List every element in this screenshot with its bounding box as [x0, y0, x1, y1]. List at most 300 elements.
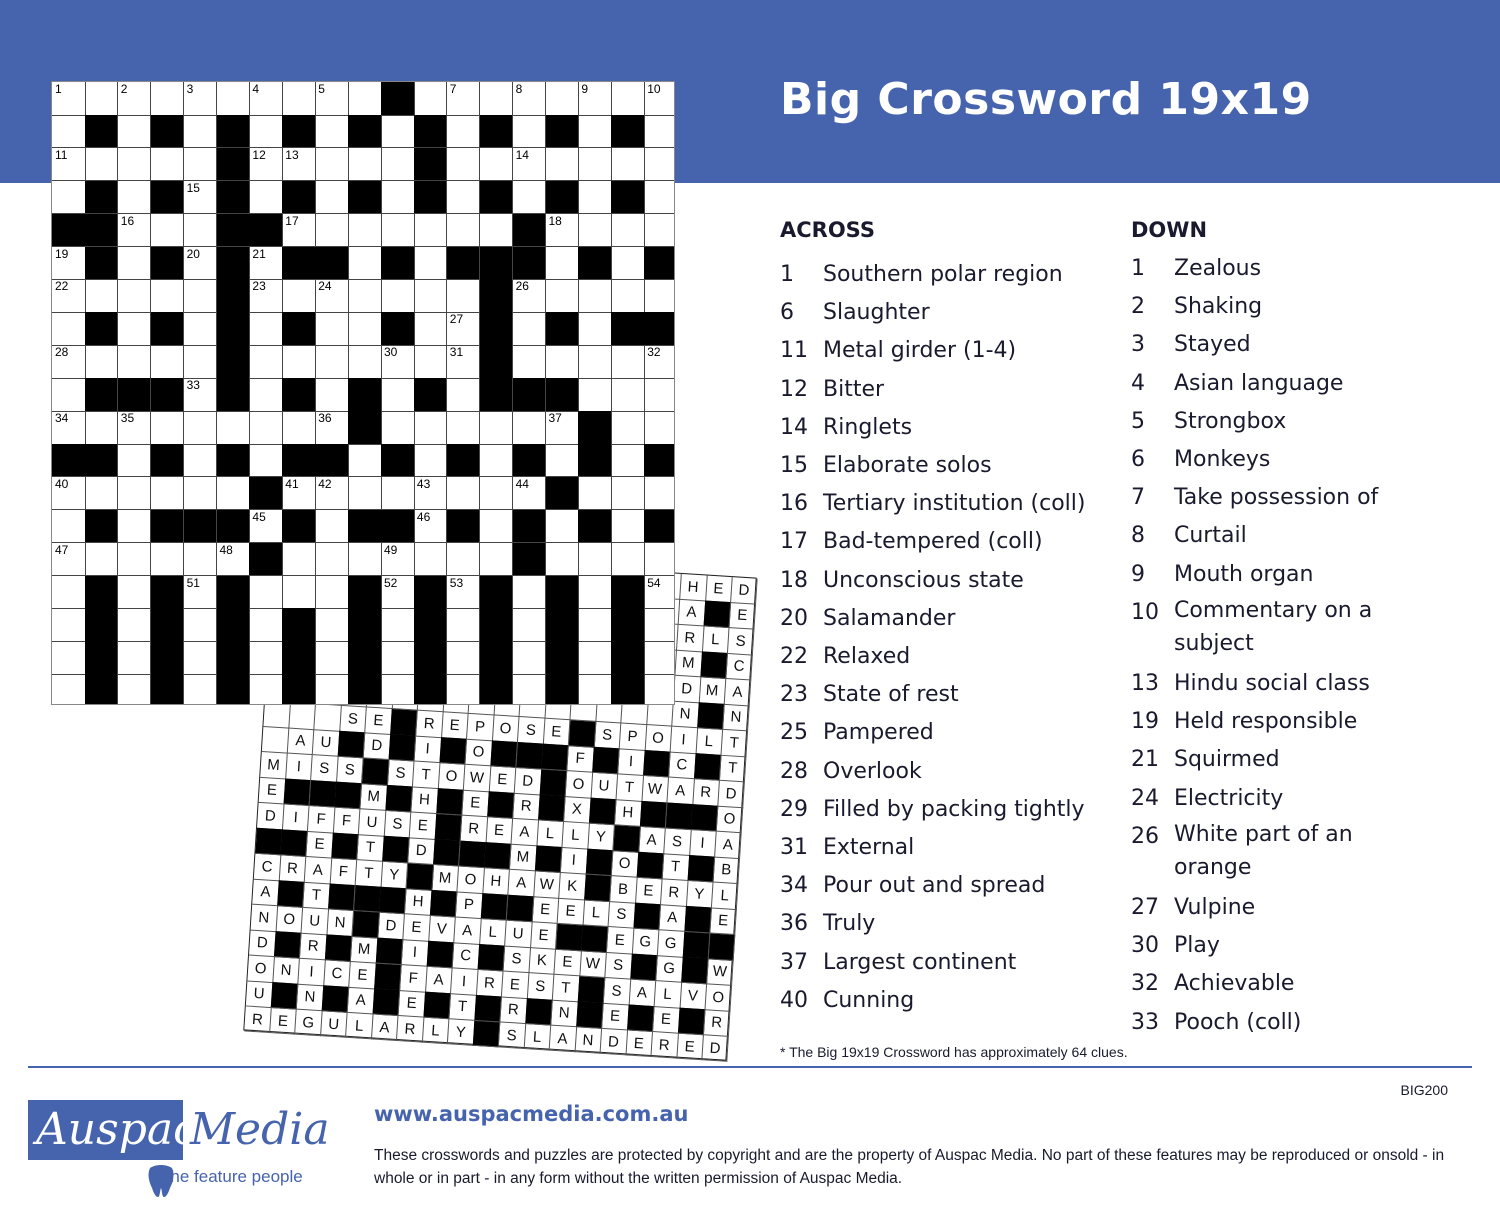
grid-cell[interactable]: [184, 444, 218, 478]
solution-cell: E: [653, 1006, 681, 1034]
grid-cell[interactable]: [184, 148, 218, 182]
grid-cell[interactable]: [217, 477, 251, 511]
cell-number: 2: [120, 82, 128, 96]
grid-cell[interactable]: [249, 674, 283, 704]
grid-cell[interactable]: [348, 312, 382, 346]
cell-number: 45: [252, 509, 266, 524]
solution-cell: G: [657, 930, 685, 958]
grid-cell[interactable]: [315, 345, 349, 379]
grid-cell[interactable]: [315, 82, 349, 116]
black-cell: [611, 674, 645, 704]
grid-cell[interactable]: [85, 82, 119, 116]
grid-cell[interactable]: [315, 543, 349, 577]
clue-number: 14: [780, 414, 808, 440]
grid-cell[interactable]: [611, 148, 645, 182]
grid-cell[interactable]: [644, 82, 674, 116]
grid-cell[interactable]: [85, 543, 119, 577]
grid-cell[interactable]: [578, 214, 612, 248]
grid-cell[interactable]: [249, 411, 283, 445]
grid-cell[interactable]: [480, 411, 514, 445]
grid-cell[interactable]: [447, 608, 481, 642]
black-cell: [85, 378, 119, 412]
grid-cell[interactable]: [282, 214, 316, 248]
clue-text: Filled by packing tightly: [823, 796, 1085, 822]
grid-cell[interactable]: [381, 608, 415, 642]
grid-cell[interactable]: [151, 279, 185, 313]
grid-cell[interactable]: [414, 214, 448, 248]
grid-cell[interactable]: [644, 674, 674, 704]
grid-cell[interactable]: [414, 543, 448, 577]
grid-cell[interactable]: [447, 279, 481, 313]
grid-cell[interactable]: [118, 641, 152, 675]
grid-cell[interactable]: [249, 82, 283, 116]
grid-cell[interactable]: [184, 674, 218, 704]
solution-black-cell: [541, 744, 569, 772]
solution-cell: I: [298, 958, 326, 986]
grid-cell[interactable]: [348, 82, 382, 116]
clue-text: Curtail: [1174, 523, 1247, 549]
solution-cell: D: [257, 803, 285, 831]
black-cell: [480, 345, 514, 379]
grid-cell[interactable]: [578, 674, 612, 704]
grid-cell[interactable]: [348, 247, 382, 281]
grid-cell[interactable]: [85, 279, 119, 313]
grid-cell[interactable]: [118, 608, 152, 642]
grid-cell[interactable]: [381, 345, 415, 379]
clue-text: Take possession of: [1174, 485, 1379, 511]
crossword-grid[interactable]: [52, 82, 674, 704]
grid-cell[interactable]: [184, 312, 218, 346]
grid-cell[interactable]: [315, 411, 349, 445]
grid-cell[interactable]: [578, 378, 612, 412]
grid-cell[interactable]: [414, 411, 448, 445]
grid-cell[interactable]: [546, 148, 580, 182]
grid-cell[interactable]: [644, 345, 674, 379]
grid-cell[interactable]: [611, 214, 645, 248]
grid-cell[interactable]: [348, 543, 382, 577]
grid-cell[interactable]: [414, 345, 448, 379]
grid-cell[interactable]: [480, 543, 514, 577]
black-cell: [217, 279, 251, 313]
grid-cell[interactable]: [447, 641, 481, 675]
grid-cell[interactable]: [414, 82, 448, 116]
black-cell: [414, 378, 448, 412]
solution-cell: Y: [587, 823, 615, 851]
grid-cell[interactable]: [546, 543, 580, 577]
grid-cell[interactable]: [52, 247, 86, 281]
grid-cell[interactable]: [644, 181, 674, 215]
grid-cell[interactable]: [480, 214, 514, 248]
grid-cell[interactable]: [513, 181, 547, 215]
cell-number: 47: [55, 542, 69, 557]
grid-cell[interactable]: [644, 477, 674, 511]
grid-cell[interactable]: [546, 444, 580, 478]
grid-cell[interactable]: [118, 279, 152, 313]
grid-cell[interactable]: [184, 279, 218, 313]
grid-cell[interactable]: [249, 345, 283, 379]
solution-cell: A: [659, 904, 687, 932]
solution-cell: E: [554, 949, 582, 977]
grid-cell[interactable]: [151, 82, 185, 116]
grid-cell[interactable]: [644, 543, 674, 577]
grid-cell[interactable]: [348, 148, 382, 182]
grid-cell[interactable]: [151, 411, 185, 445]
grid-cell[interactable]: [381, 378, 415, 412]
grid-cell[interactable]: [414, 312, 448, 346]
grid-cell[interactable]: [184, 214, 218, 248]
grid-cell[interactable]: [447, 82, 481, 116]
grid-cell[interactable]: [151, 148, 185, 182]
black-cell: [151, 674, 185, 704]
grid-cell[interactable]: [217, 82, 251, 116]
grid-cell[interactable]: [52, 510, 86, 544]
grid-cell[interactable]: [52, 411, 86, 445]
grid-cell[interactable]: [282, 345, 316, 379]
grid-cell[interactable]: [52, 82, 86, 116]
grid-cell[interactable]: [184, 411, 218, 445]
grid-cell[interactable]: [249, 312, 283, 346]
grid-cell[interactable]: [578, 181, 612, 215]
grid-cell[interactable]: [513, 279, 547, 313]
solution-cell: E: [502, 971, 530, 999]
grid-cell[interactable]: [184, 641, 218, 675]
grid-cell[interactable]: [151, 477, 185, 511]
solution-cell: O: [438, 763, 466, 791]
clue-text: Zealous: [1174, 256, 1262, 281]
grid-cell[interactable]: [513, 674, 547, 704]
solution-cell: W: [533, 871, 561, 899]
grid-cell[interactable]: [217, 411, 251, 445]
grid-cell[interactable]: [118, 345, 152, 379]
grid-cell[interactable]: [644, 378, 674, 412]
grid-cell[interactable]: [249, 148, 283, 182]
black-cell: [414, 674, 448, 704]
grid-cell[interactable]: [546, 411, 580, 445]
grid-cell[interactable]: [447, 345, 481, 379]
grid-cell[interactable]: [578, 641, 612, 675]
cell-number: 50: [515, 542, 529, 557]
solution-cell: [263, 701, 291, 729]
grid-cell[interactable]: [513, 148, 547, 182]
clue-text: Overlook: [823, 758, 922, 784]
solution-cell: I: [560, 847, 588, 875]
grid-cell[interactable]: [578, 543, 612, 577]
grid-cell[interactable]: [52, 543, 86, 577]
grid-cell[interactable]: [118, 510, 152, 544]
grid-cell[interactable]: [414, 247, 448, 281]
grid-cell[interactable]: [611, 510, 645, 544]
solution-black-cell: [284, 779, 312, 807]
black-cell: [348, 608, 382, 642]
grid-cell[interactable]: [184, 247, 218, 281]
grid-cell[interactable]: [249, 247, 283, 281]
grid-cell[interactable]: [447, 181, 481, 215]
grid-cell[interactable]: [644, 214, 674, 248]
grid-cell[interactable]: [381, 214, 415, 248]
grid-cell[interactable]: [282, 148, 316, 182]
clue-number: 20: [780, 605, 808, 631]
grid-cell[interactable]: [184, 543, 218, 577]
grid-cell[interactable]: [381, 641, 415, 675]
grid-cell[interactable]: [52, 641, 86, 675]
grid-cell[interactable]: [513, 345, 547, 379]
black-cell: [217, 345, 251, 379]
grid-cell[interactable]: [249, 181, 283, 215]
grid-cell[interactable]: [513, 411, 547, 445]
grid-cell[interactable]: [52, 378, 86, 412]
grid-cell[interactable]: [381, 477, 415, 511]
grid-cell[interactable]: [578, 312, 612, 346]
grid-cell[interactable]: [480, 477, 514, 511]
grid-cell[interactable]: [52, 279, 86, 313]
solution-cell: P: [456, 892, 484, 920]
black-cell: [480, 378, 514, 412]
grid-cell[interactable]: [151, 214, 185, 248]
grid-cell[interactable]: [644, 576, 674, 610]
solution-cell: W: [464, 765, 492, 793]
cell-number: 30: [384, 345, 398, 360]
grid-cell[interactable]: [414, 279, 448, 313]
grid-cell[interactable]: [447, 477, 481, 511]
grid-cell[interactable]: [118, 181, 152, 215]
grid-cell[interactable]: [118, 543, 152, 577]
grid-cell[interactable]: [578, 345, 612, 379]
grid-cell[interactable]: [282, 477, 316, 511]
grid-cell[interactable]: [315, 641, 349, 675]
grid-cell[interactable]: [611, 345, 645, 379]
grid-cell[interactable]: [644, 411, 674, 445]
grid-cell[interactable]: [315, 674, 349, 704]
grid-cell[interactable]: [480, 444, 514, 478]
grid-cell[interactable]: [151, 543, 185, 577]
grid-cell[interactable]: [249, 641, 283, 675]
grid-cell[interactable]: [578, 477, 612, 511]
grid-cell[interactable]: [513, 576, 547, 610]
grid-cell[interactable]: [184, 345, 218, 379]
grid-cell[interactable]: [611, 82, 645, 116]
grid-cell[interactable]: [282, 82, 316, 116]
grid-cell[interactable]: [118, 576, 152, 610]
grid-cell[interactable]: [447, 411, 481, 445]
grid-cell[interactable]: [611, 378, 645, 412]
solution-cell: H: [405, 888, 433, 916]
solution-black-cell: [568, 720, 596, 748]
grid-cell[interactable]: [52, 576, 86, 610]
grid-cell[interactable]: [315, 214, 349, 248]
grid-cell[interactable]: [546, 345, 580, 379]
grid-cell[interactable]: [249, 115, 283, 149]
grid-cell[interactable]: [52, 115, 86, 149]
grid-cell[interactable]: [578, 82, 612, 116]
grid-cell[interactable]: [578, 279, 612, 313]
solution-cell: I: [689, 830, 717, 858]
grid-cell[interactable]: [315, 181, 349, 215]
grid-cell[interactable]: [644, 148, 674, 182]
grid-cell[interactable]: [315, 378, 349, 412]
grid-cell[interactable]: [644, 608, 674, 642]
solution-black-cell: [379, 887, 407, 915]
grid-cell[interactable]: [513, 608, 547, 642]
grid-cell[interactable]: [118, 214, 152, 248]
grid-cell[interactable]: [513, 641, 547, 675]
grid-cell[interactable]: [315, 115, 349, 149]
grid-cell[interactable]: [381, 115, 415, 149]
grid-cell[interactable]: [315, 279, 349, 313]
grid-cell[interactable]: [348, 477, 382, 511]
grid-cell[interactable]: [315, 312, 349, 346]
grid-cell[interactable]: [118, 82, 152, 116]
black-cell: [546, 641, 580, 675]
grid-cell[interactable]: [315, 576, 349, 610]
grid-cell[interactable]: [348, 214, 382, 248]
grid-cell[interactable]: [381, 674, 415, 704]
cell-number: 7: [449, 82, 457, 96]
grid-cell[interactable]: [644, 641, 674, 675]
grid-cell[interactable]: [578, 576, 612, 610]
grid-cell[interactable]: [184, 608, 218, 642]
grid-cell[interactable]: [611, 444, 645, 478]
grid-cell[interactable]: [249, 576, 283, 610]
grid-cell[interactable]: [249, 444, 283, 478]
grid-cell[interactable]: [249, 378, 283, 412]
grid-cell[interactable]: [249, 279, 283, 313]
grid-cell[interactable]: [611, 543, 645, 577]
grid-cell[interactable]: [348, 279, 382, 313]
grid-cell[interactable]: [249, 510, 283, 544]
solution-cell: A: [715, 831, 743, 859]
grid-cell[interactable]: [151, 345, 185, 379]
grid-cell[interactable]: [118, 148, 152, 182]
grid-cell[interactable]: [513, 477, 547, 511]
grid-cell[interactable]: [447, 543, 481, 577]
solution-cell: O: [611, 850, 639, 878]
grid-cell[interactable]: [578, 115, 612, 149]
grid-cell[interactable]: [611, 477, 645, 511]
solution-cell: L: [479, 919, 507, 947]
grid-cell[interactable]: [184, 82, 218, 116]
solution-cell: M: [351, 936, 379, 964]
grid-cell[interactable]: [315, 608, 349, 642]
grid-cell[interactable]: [414, 510, 448, 544]
grid-cell[interactable]: [282, 279, 316, 313]
grid-cell[interactable]: [184, 477, 218, 511]
grid-cell[interactable]: [282, 576, 316, 610]
grid-cell[interactable]: [118, 411, 152, 445]
grid-cell[interactable]: [85, 345, 119, 379]
grid-cell[interactable]: [52, 608, 86, 642]
grid-cell[interactable]: [447, 674, 481, 704]
grid-cell[interactable]: [52, 345, 86, 379]
solution-black-cell: [328, 884, 356, 912]
grid-cell[interactable]: [348, 345, 382, 379]
grid-cell[interactable]: [85, 477, 119, 511]
website-link[interactable]: www.auspacmedia.com.au: [374, 1102, 689, 1126]
solution-cell: A: [724, 679, 752, 707]
grid-cell[interactable]: [315, 148, 349, 182]
solution-cell: L: [537, 820, 565, 848]
grid-cell[interactable]: [447, 214, 481, 248]
grid-cell[interactable]: [85, 411, 119, 445]
grid-cell[interactable]: [348, 444, 382, 478]
grid-cell[interactable]: [480, 148, 514, 182]
grid-cell[interactable]: [118, 312, 152, 346]
black-cell: [282, 378, 316, 412]
grid-cell[interactable]: [546, 214, 580, 248]
grid-cell[interactable]: [315, 510, 349, 544]
grid-cell[interactable]: [184, 378, 218, 412]
grid-cell[interactable]: [118, 674, 152, 704]
grid-cell[interactable]: [249, 608, 283, 642]
grid-cell[interactable]: [513, 115, 547, 149]
grid-cell[interactable]: [578, 148, 612, 182]
grid-cell[interactable]: [52, 148, 86, 182]
grid-cell[interactable]: [85, 148, 119, 182]
grid-cell[interactable]: [381, 181, 415, 215]
solution-black-cell: [691, 804, 719, 832]
black-cell: [85, 181, 119, 215]
grid-cell[interactable]: [381, 279, 415, 313]
grid-cell[interactable]: [513, 312, 547, 346]
grid-cell[interactable]: [315, 477, 349, 511]
solution-black-cell: [665, 803, 693, 831]
grid-cell[interactable]: [118, 444, 152, 478]
grid-cell[interactable]: [546, 510, 580, 544]
grid-cell[interactable]: [414, 444, 448, 478]
grid-cell[interactable]: [644, 279, 674, 313]
grid-cell[interactable]: [118, 247, 152, 281]
grid-cell[interactable]: [480, 82, 514, 116]
grid-cell[interactable]: [52, 312, 86, 346]
grid-cell[interactable]: [282, 411, 316, 445]
grid-cell[interactable]: [513, 82, 547, 116]
grid-cell[interactable]: [184, 576, 218, 610]
grid-cell[interactable]: [52, 477, 86, 511]
grid-cell[interactable]: [381, 543, 415, 577]
solution-cell: O: [457, 866, 485, 894]
grid-cell[interactable]: [447, 148, 481, 182]
black-cell: [414, 608, 448, 642]
grid-cell[interactable]: [546, 82, 580, 116]
grid-cell[interactable]: [414, 477, 448, 511]
grid-cell[interactable]: [546, 247, 580, 281]
solution-cell: N: [297, 984, 325, 1012]
solution-cell: A: [347, 987, 375, 1015]
grid-cell[interactable]: [381, 576, 415, 610]
grid-cell[interactable]: [52, 181, 86, 215]
grid-cell[interactable]: [118, 477, 152, 511]
grid-cell[interactable]: [578, 608, 612, 642]
grid-cell[interactable]: [381, 148, 415, 182]
grid-cell[interactable]: [184, 181, 218, 215]
grid-cell[interactable]: [447, 312, 481, 346]
grid-cell[interactable]: [611, 411, 645, 445]
grid-cell[interactable]: [184, 115, 218, 149]
grid-cell[interactable]: [611, 247, 645, 281]
grid-cell[interactable]: [611, 279, 645, 313]
grid-cell[interactable]: [52, 674, 86, 704]
grid-cell[interactable]: [480, 510, 514, 544]
grid-cell[interactable]: [447, 115, 481, 149]
grid-cell[interactable]: [118, 115, 152, 149]
grid-cell[interactable]: [644, 115, 674, 149]
solution-cell: M: [699, 677, 727, 705]
grid-cell[interactable]: [217, 543, 251, 577]
grid-cell[interactable]: [546, 279, 580, 313]
grid-cell[interactable]: [381, 411, 415, 445]
grid-cell[interactable]: [447, 576, 481, 610]
grid-cell[interactable]: [282, 543, 316, 577]
grid-cell[interactable]: [447, 378, 481, 412]
